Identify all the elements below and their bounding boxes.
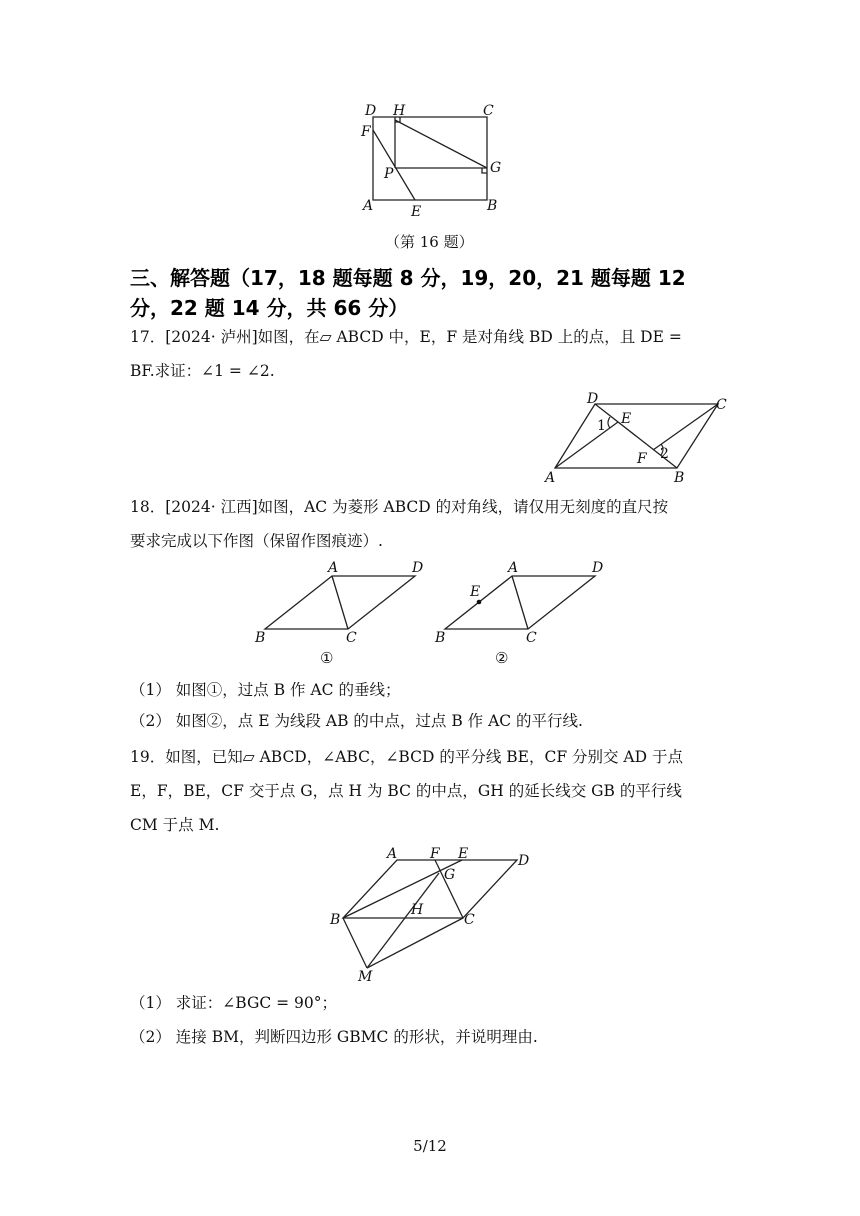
question-19 — [130, 740, 730, 842]
question-19-line-3: CM 于点 M. — [130, 816, 220, 834]
section-title-line-1: 三、解答题（17，18 题每题 8 分，19，20，21 题每题 12 — [130, 266, 686, 290]
label-a: A — [387, 846, 398, 862]
label-angle-1: 1 — [597, 418, 606, 434]
diagonal-ac — [332, 576, 348, 629]
label-f: F — [430, 846, 440, 862]
question-17-line-1: 17．[2024· 泸州]如图，在▱ ABCD 中，E，F 是对角线 BD 上的点，且 DE = — [130, 328, 682, 346]
parallelogram-abcd — [343, 860, 517, 918]
label-d: D — [587, 391, 599, 407]
figure-16-caption: （第 16 题） — [385, 233, 474, 251]
segment-gm — [367, 873, 439, 968]
midpoint-e — [477, 600, 482, 605]
label-f: F — [637, 451, 647, 467]
right-angle-g — [482, 168, 487, 173]
label-f: F — [361, 124, 371, 140]
label-e: E — [470, 584, 481, 600]
label-h: H — [411, 902, 424, 918]
question-17-line-2: BF.求证：∠1 = ∠2. — [130, 362, 275, 380]
label-angle-2: 2 — [660, 446, 669, 462]
label-b: B — [330, 912, 341, 928]
label-c: C — [483, 103, 494, 119]
label-c: C — [346, 630, 357, 646]
figure-18-2 — [430, 560, 620, 670]
segment-fe — [373, 130, 415, 200]
question-19-part-2: （2） 连接 BM，判断四边形 GBMC 的形状，并说明理由. — [130, 1028, 538, 1046]
angle-1-arc — [608, 417, 610, 428]
segment-ae — [555, 422, 618, 468]
label-d: D — [412, 560, 424, 576]
figure-16 — [360, 100, 510, 225]
label-e: E — [458, 846, 469, 862]
label-h: H — [393, 103, 406, 119]
label-b: B — [674, 470, 685, 486]
label-m: M — [358, 969, 373, 985]
question-18-line-2: 要求完成以下作图（保留作图痕迹）. — [130, 532, 383, 550]
label-a: A — [508, 560, 519, 576]
label-a: A — [545, 470, 556, 486]
question-18-part-1: （1） 如图①，过点 B 作 AC 的垂线； — [130, 681, 401, 699]
question-19-part-1: （1） 求证：∠BGC = 90°； — [130, 994, 338, 1012]
label-a: A — [328, 560, 339, 576]
label-b: B — [255, 630, 266, 646]
diagonal-ac — [512, 576, 528, 629]
figure-17 — [540, 390, 740, 490]
question-18 — [130, 490, 730, 558]
label-c: C — [526, 630, 537, 646]
segment-fc — [653, 404, 718, 450]
label-d: D — [518, 853, 530, 869]
question-18-part-2: （2） 如图②，点 E 为线段 AB 的中点，过点 B 作 AC 的平行线. — [130, 712, 583, 730]
question-19-line-1: 19．如图，已知▱ ABCD，∠ABC，∠BCD 的平分线 BE，CF 分别交 AD 于点 — [130, 748, 683, 766]
label-g: G — [444, 867, 456, 883]
label-d: D — [592, 560, 604, 576]
page-number: 5/12 — [413, 1137, 447, 1155]
label-b: B — [435, 630, 446, 646]
label-e: E — [621, 411, 632, 427]
label-a: A — [363, 198, 374, 214]
label-c: C — [716, 397, 727, 413]
figure-19 — [325, 843, 545, 988]
segment-bm — [343, 918, 367, 968]
figure-number-2: ② — [495, 649, 509, 667]
section-title-line-2: 分，22 题 14 分，共 66 分） — [130, 296, 409, 320]
figure-number-1: ① — [320, 649, 334, 667]
label-b: B — [487, 198, 498, 214]
question-19-line-2: E，F，BE，CF 交于点 G，点 H 为 BC 的中点，GH 的延长线交 GB 的平行线 — [130, 782, 682, 800]
question-17 — [130, 320, 730, 388]
label-p: P — [384, 166, 394, 182]
segment-cm — [367, 918, 463, 968]
question-18-line-1: 18．[2024· 江西]如图，AC 为菱形 ABCD 的对角线，请仅用无刻度的直尺按 — [130, 498, 669, 516]
label-g: G — [490, 160, 502, 176]
label-e: E — [411, 204, 422, 220]
label-d: D — [365, 103, 377, 119]
figure-18-1 — [250, 560, 440, 670]
label-c: C — [464, 912, 475, 928]
section-title — [130, 263, 730, 323]
segment-hg — [395, 120, 487, 168]
